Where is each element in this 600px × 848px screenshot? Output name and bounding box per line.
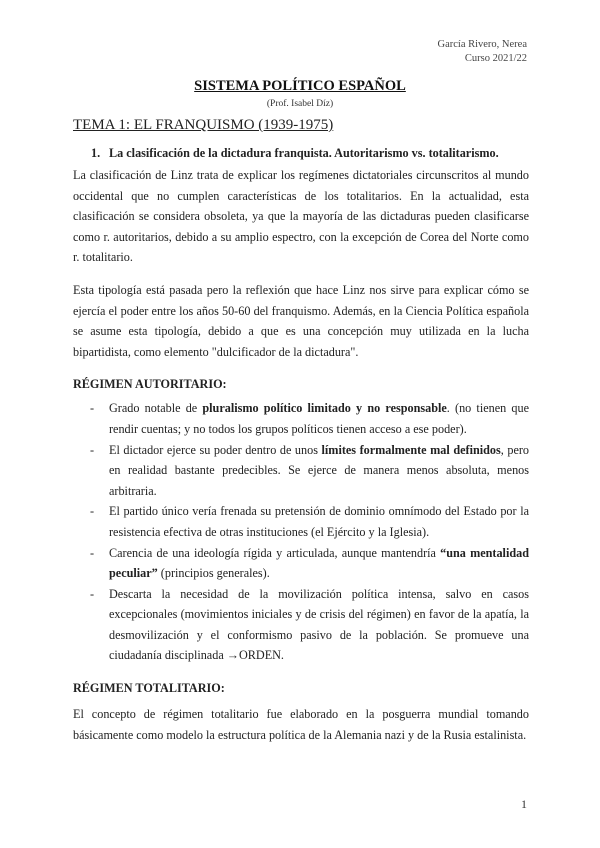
autoritario-list <box>73 398 529 666</box>
section-1-heading <box>91 144 529 162</box>
list-item-text: El dictador ejerce su poder dentro de unos <box>109 442 322 457</box>
header-author: García Rivero, Nerea <box>437 39 527 50</box>
list-item-text: Grado notable de <box>109 401 203 416</box>
list-item-emphasis: pluralismo político limitado y no responsable <box>202 401 447 416</box>
dash-bullet: - <box>90 442 95 457</box>
list-item-text: Descarta la necesidad de la movilización política intensa, salvo en casos excepcionales (movimientos iniciales y de crisis del régimen) en favor de la apatía, la desmovilización y el conformismo pasivo de la población. Se promueve una ciudadanía disciplinada →ORDEN. <box>109 586 529 663</box>
section-1-number: 1. <box>91 146 101 160</box>
dash-bullet: - <box>90 504 95 519</box>
autoritario-heading: RÉGIMEN AUTORITARIO: <box>73 377 227 392</box>
list-item-text: Carencia de una ideología rígida y articulada, aunque mantendría <box>109 545 441 560</box>
header-course: Curso 2021/22 <box>464 53 527 64</box>
dash-bullet: - <box>90 401 95 416</box>
list-item-text: . (no tienen que rendir cuentas; y no todos los grupos políticos tienen acceso a ese poder). <box>109 401 529 436</box>
totalitario-heading: RÉGIMEN TOTALITARIO: <box>73 681 225 696</box>
dash-bullet: - <box>90 545 95 560</box>
section-1-paragraph-2: Esta tipología está pasada pero la reflexión que hace Linz nos sirve para explicar cómo se ejercía el poder entre los años 50-60 del franquismo. Además, en la Ciencia Política española se asume esta tipología, debido a que es una concepción muy utilizada en la lucha bipartidista, como elemento "dulcificador de la dictadura". <box>73 282 529 359</box>
list-item <box>73 543 529 584</box>
list-item <box>73 440 529 502</box>
list-item-text: , pero en realidad bastante predecibles. Se ejerce de manera menos absoluta, menos arbitraria. <box>109 442 530 498</box>
list-item <box>73 584 529 666</box>
totalitario-paragraph-1: El concepto de régimen totalitario fue elaborado en la posguerra mundial tomando básicamente como modelo la estructura política de la Alemania nazi y de la Rusia estalinista. <box>73 707 529 742</box>
page-number: 1 <box>521 797 527 811</box>
document-subtitle: (Prof. Isabel Díz) <box>266 99 334 109</box>
tema-heading: TEMA 1: EL FRANQUISMO (1939-1975) <box>73 117 334 133</box>
dash-bullet: - <box>90 586 95 601</box>
list-item <box>73 501 529 542</box>
document-title: SISTEMA POLÍTICO ESPAÑOL <box>194 78 406 94</box>
list-item-emphasis: límites formalmente mal definidos <box>321 442 501 457</box>
list-item-emphasis: “una mentalidad peculiar” <box>109 545 529 581</box>
page-header <box>438 38 528 66</box>
list-item-text: El partido único vería frenada su pretensión de dominio omnímodo del Estado por la resistencia efectiva de otras instituciones (el Ejército y la Iglesia). <box>109 504 529 539</box>
section-1-paragraph-1: La clasificación de Linz trata de explicar los regímenes dictatoriales circunscritos al mundo occidental que no cumplen características de los totalitarios. En la actualidad, esta clasificación se considera obsoleta, ya que la mayoría de las dictaduras pueden clasificarse como r. autoritarios, debido a su amplio espectro, con la excepción de Corea del Norte como r. totalitario. <box>73 168 529 265</box>
section-1-heading-text: La clasificación de la dictadura franquista. Autoritarismo vs. totalitarismo. <box>109 146 499 160</box>
list-item-text: (principios generales). <box>157 566 270 581</box>
document-body <box>73 144 529 745</box>
list-item <box>73 398 529 439</box>
